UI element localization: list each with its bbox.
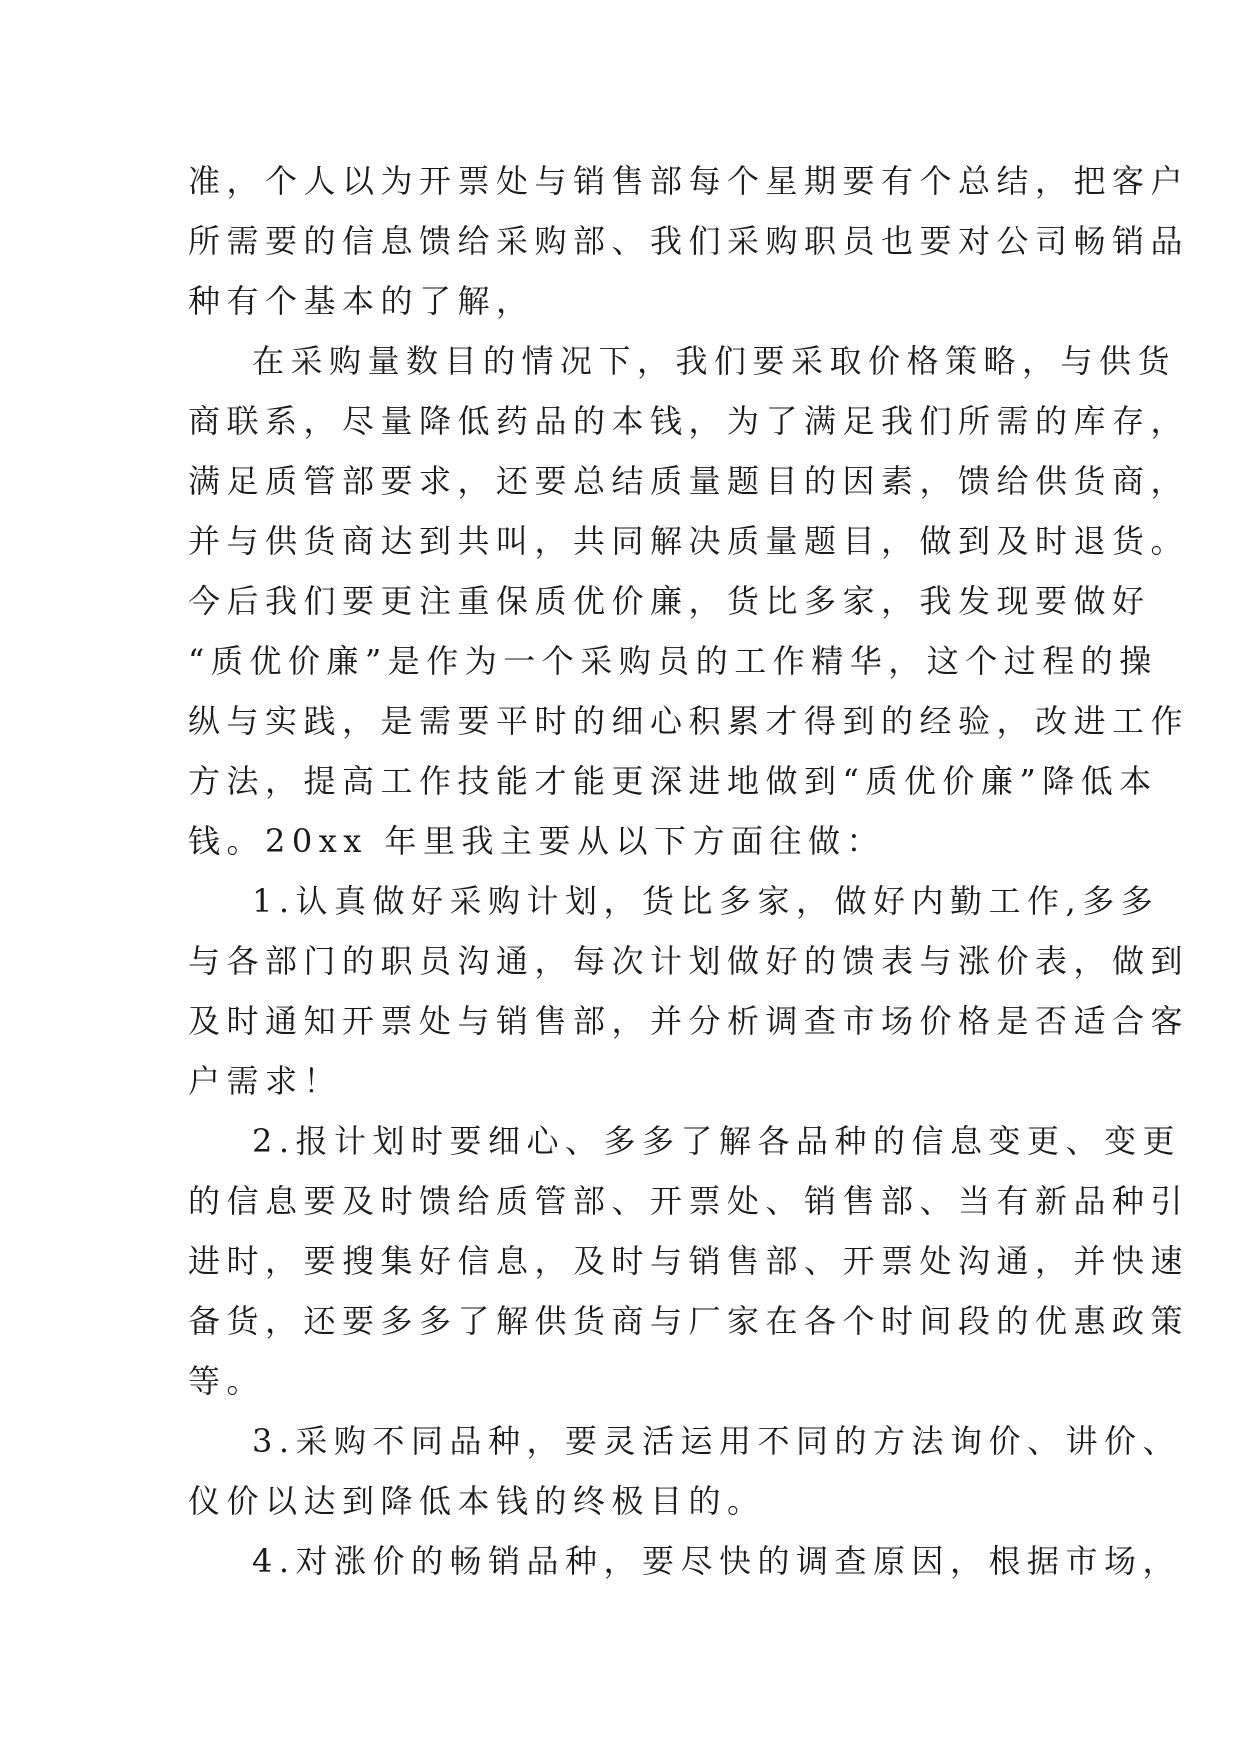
- text-line: 并与供货商达到共叫，共同解决质量题目，做到及时退货。: [188, 522, 1190, 560]
- text-line: 备货，还要多多了解供货商与厂家在各个时间段的优惠政策: [188, 1302, 1190, 1340]
- text-line: 商联系，尽量降低药品的本钱，为了满足我们所需的库存，: [188, 402, 1190, 440]
- list-item-1-first-line: 1.认真做好采购计划，货比多家，做好内勤工作,多多: [252, 882, 1160, 920]
- list-item-3-first-line: 3.采购不同品种，要灵活运用不同的方法询价、讲价、: [252, 1422, 1182, 1460]
- text-line: 纵与实践，是需要平时的细心积累才得到的经验，改进工作: [188, 702, 1190, 740]
- text-line: 仪价以达到降低本钱的终极目的。: [188, 1482, 766, 1520]
- list-item-2-first-line: 2.报计划时要细心、多多了解各品种的信息变更、变更: [252, 1122, 1182, 1160]
- text-line: 满足质管部要求，还要总结质量题目的因素，馈给供货商，: [188, 462, 1190, 500]
- paragraph-first-line: 在采购量数目的情况下，我们要采取价格策略，与供货: [252, 342, 1177, 380]
- text-line: 准，个人以为开票处与销售部每个星期要有个总结，把客户: [188, 162, 1190, 200]
- text-line: 等。: [188, 1362, 266, 1400]
- text-line: “质优价廉”是作为一个采购员的工作精华，这个过程的操: [188, 642, 1158, 680]
- text-line: 方法，提高工作技能才能更深进地做到“质优价廉”降低本: [188, 762, 1158, 800]
- text-line: 的信息要及时馈给质管部、开票处、销售部、当有新品种引: [188, 1182, 1190, 1220]
- text-line: 与各部门的职员沟通，每次计划做好的馈表与涨价表，做到: [188, 942, 1190, 980]
- text-line: 钱。20xx 年里我主要从以下方面往做：: [188, 822, 885, 860]
- text-line: 及时通知开票处与销售部，并分析调查市场价格是否适合客: [188, 1002, 1190, 1040]
- text-line: 今后我们要更注重保质优价廉，货比多家，我发现要做好: [188, 582, 1151, 620]
- text-line: 所需要的信息馈给采购部、我们采购职员也要对公司畅销品: [188, 222, 1190, 260]
- text-line: 种有个基本的了解，: [188, 282, 535, 320]
- list-item-4-first-line: 4.对涨价的畅销品种，要尽快的调查原因，根据市场，: [252, 1542, 1182, 1580]
- text-line: 户需求！: [188, 1062, 343, 1100]
- text-line: 进时，要搜集好信息，及时与销售部、开票处沟通，并快速: [188, 1242, 1190, 1280]
- body-text: [188, 151, 1190, 1591]
